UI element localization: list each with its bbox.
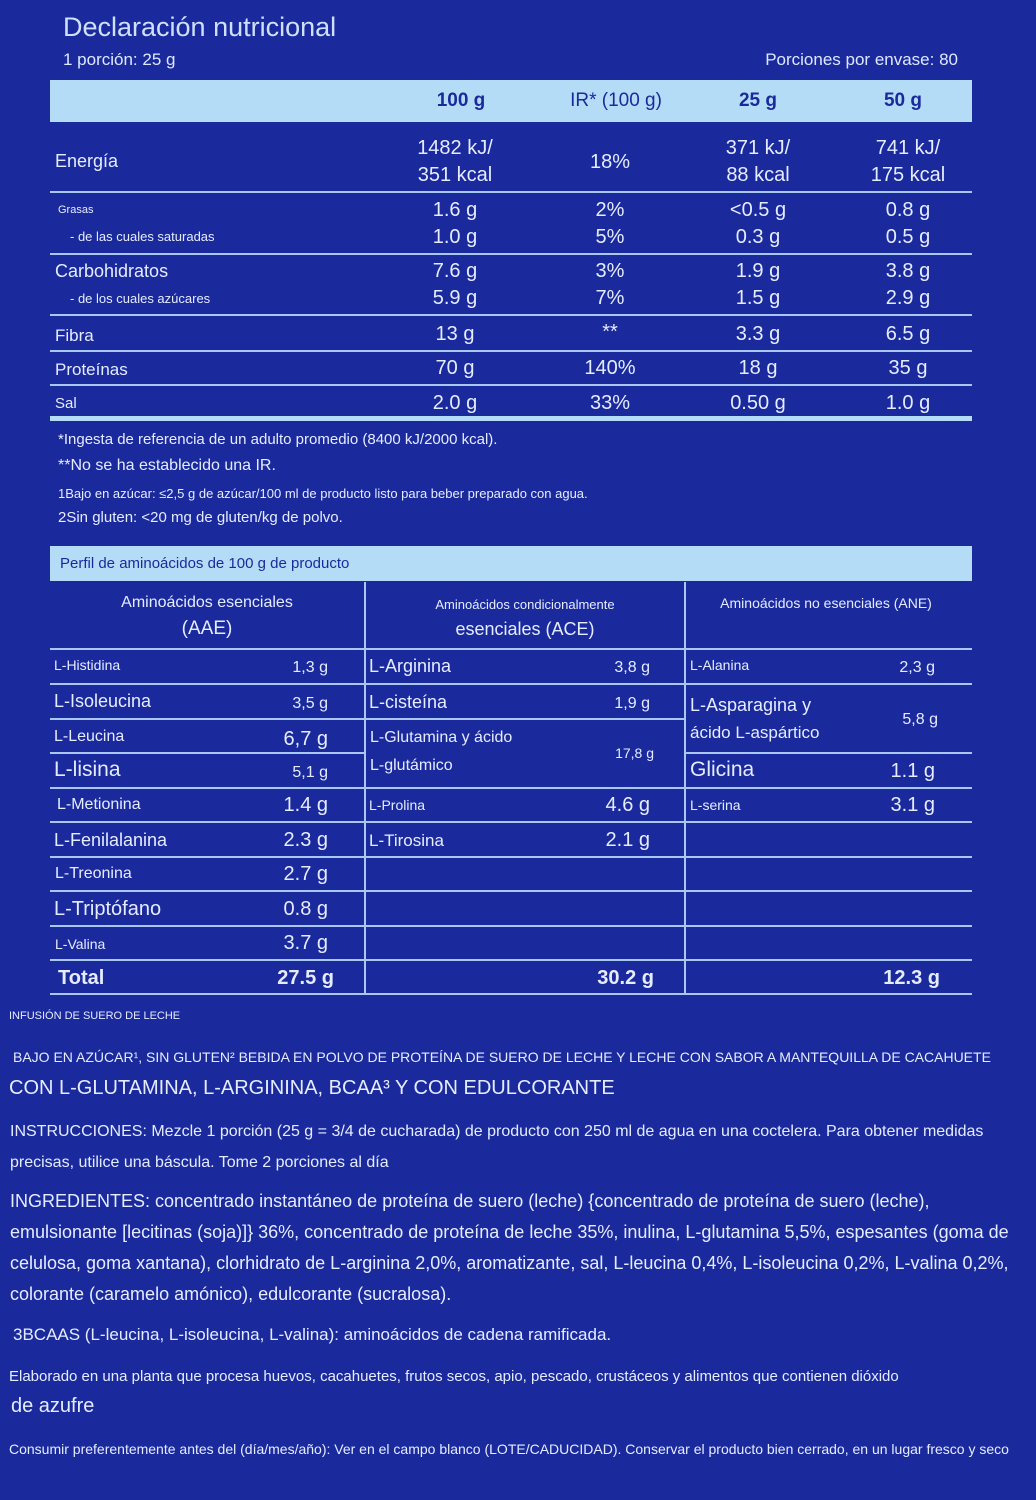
row-label-grasas: Grasas [58,204,94,216]
sal-25g: 0.50 g [730,392,786,414]
energia-ir: 18% [589,151,631,173]
aae-value: 2.7 g [283,863,328,885]
ane-value: 2,3 g [899,659,935,676]
energia-50g-kj: 741 kJ/ [875,137,941,159]
footnote-low-sugar: 1Bajo en azúcar: ≤2,5 g de azúcar/100 ml de producto listo para beber preparado con agua. [58,486,588,501]
fibra-100g: 13 g [435,323,475,345]
ace-name: L-Arginina [369,656,452,676]
allergen-note: Elaborado en una planta que procesa huevos, cacahuetes, frutos secos, apio, pescado, crustáceos y alimentos que contienen dióxido [9,1368,899,1385]
col-header-50g: 50 g [883,90,923,111]
amino-title: Perfil de aminoácidos de 100 g de producto [60,555,350,572]
ane-value: 5,8 g [902,711,938,728]
azucares-ir: 7% [595,287,625,309]
row-divider [50,856,972,858]
ace-value: 4.6 g [605,794,650,816]
instructions: INSTRUCCIONES: Mezcle 1 porción (25 g = 3/4 de cucharada) de producto con 250 ml de agua en una coctelera. Para obtener medidas precisas, utilice una báscula. Tome 2 porciones al día [10,1123,984,1171]
col-aae-line1: Aminoácidos esenciales [121,594,293,611]
row-label-fibra: Fibra [55,326,94,345]
amino-header-bar [50,546,972,581]
fibra-25g: 3.3 g [735,323,781,345]
col-ace-line1: Aminoácidos condicionalmente [435,597,615,612]
ane-name: L-Alanina [690,657,750,673]
product-description: BAJO EN AZÚCAR¹, SIN GLUTEN² BEBIDA EN POLVO DE PROTEÍNA DE SUERO DE LECHE Y LECHE CON SABOR A MANTEQUILLA DE CACAHUETE [13,1049,991,1065]
col-ace-line2: esenciales (ACE) [455,619,595,639]
row-divider [50,890,972,892]
energia-25g-kcal: 88 kcal [726,164,790,186]
aae-value: 2.3 g [283,829,328,851]
azucares-50g: 2.9 g [885,287,931,309]
aae-value: 5,1 g [292,764,328,781]
row-label-sal: Sal [55,395,77,412]
row-divider [50,253,972,255]
row-divider [50,191,972,193]
aae-name: L-Fenilalanina [54,830,168,850]
ace-name-cont: L-glutámico [370,757,453,774]
row-divider [50,752,364,754]
carbohidratos-100g: 7.6 g [432,260,478,282]
footnote-ir: *Ingesta de referencia de un adulto promedio (8400 kJ/2000 kcal). [58,431,498,448]
ace-value: 1,9 g [614,695,650,712]
row-label-proteinas: Proteínas [55,360,128,379]
energia-25g-kj: 371 kJ/ [725,137,791,159]
footnote-no-ir: **No se ha establecido una IR. [58,457,276,474]
saturadas-ir: 5% [595,226,625,248]
row-divider [50,821,972,823]
row-divider [50,787,972,789]
sal-50g: 1.0 g [885,392,931,414]
proteinas-25g: 18 g [738,357,778,379]
energia-50g-kcal: 175 kcal [870,164,946,186]
grasas-25g: <0.5 g [729,199,787,221]
fibra-50g: 6.5 g [885,323,931,345]
ane-value: 3.1 g [890,794,935,816]
proteinas-50g: 35 g [888,357,928,379]
proteinas-ir: 140% [584,357,636,379]
ace-name: L-Tirosina [369,831,444,850]
row-divider [50,350,972,352]
row-divider [50,683,364,685]
footnote-gluten-free: 2Sin gluten: <20 mg de gluten/kg de polvo. [58,509,343,526]
grasas-100g: 1.6 g [432,199,478,221]
ane-value: 1.1 g [890,760,935,782]
row-label-saturadas: - de las cuales saturadas [70,229,215,244]
col-aae-line2: (AAE) [181,618,233,639]
carbohidratos-50g: 3.8 g [885,260,931,282]
aae-name: L-Triptófano [54,898,162,920]
sal-100g: 2.0 g [432,392,478,414]
proteinas-100g: 70 g [435,357,475,379]
col-ane-header: Aminoácidos no esenciales (ANE) [720,595,932,611]
aae-value: 1,3 g [292,659,328,676]
energia-100g-kcal: 351 kcal [417,164,493,186]
col-header-25g: 25 g [738,90,778,111]
table-bottom-rule [50,993,972,995]
carbohidratos-ir: 3% [595,260,625,282]
ane-name: L-serina [690,797,741,813]
row-divider [366,683,972,685]
product-type: INFUSIÓN DE SUERO DE LECHE [9,1010,181,1022]
bcaa-note: 3BCAAS (L-leucina, L-isoleucina, L-valina): aminoácidos de cadena ramificada. [13,1325,612,1344]
total-label: Total [58,967,105,989]
ingredients: INGREDIENTES: concentrado instantáneo de proteína de suero (leche) {concentrado de proteína de suero (leche), emulsionante [lecitinas (soja)]} 36%, concentrado de proteína de leche 35%, inulina, L-glutamina 5,5%, espesantes (goma de celulosa, goma xantana), clorhidrato de L-arginina 2,0%, aromatizante, sal, L-leucina 0,4%, L-isoleucina 0,2%, L-valina 0,2%, colorante (caramelo amónico), edulcorante (sucralosa). [10,1191,1009,1304]
col-header-ir: IR* (100 g) [570,90,662,111]
row-divider [50,959,972,961]
aae-name: L-Metionina [57,796,141,813]
azucares-25g: 1.5 g [735,287,781,309]
ane-name-cont: ácido L-aspártico [690,723,820,742]
col-header-100g: 100 g [436,90,486,111]
fibra-ir: ** [602,321,618,343]
saturadas-100g: 1.0 g [432,226,478,248]
row-divider [50,314,972,316]
row-label-carbohidratos: Carbohidratos [55,261,169,281]
ace-name: L-Prolina [369,797,426,813]
allergen-note-cont: de azufre [11,1395,95,1417]
total-ane: 12.3 g [883,967,940,989]
aae-value: 1.4 g [283,794,328,816]
best-before-note: Consumir preferentemente antes del (día/mes/año): Ver en el campo blanco (LOTE/CADUCIDAD). Conservar el producto bien cerrado, en un lugar fresco y seco [9,1441,1009,1457]
table-bottom-rule [50,416,972,421]
aae-name: L-Valina [55,936,106,952]
ace-name: L-Glutamina y ácido [370,729,513,746]
row-label-energia: Energía [55,151,119,171]
servings-per-pack: Porciones por envase: 80 [765,50,958,69]
aae-name: L-lisina [54,758,121,781]
carbohidratos-25g: 1.9 g [735,260,781,282]
row-divider [50,648,972,650]
total-ace: 30.2 g [597,967,654,989]
sal-ir: 33% [589,392,631,414]
row-divider [50,384,972,386]
aae-name: L-Isoleucina [54,691,152,711]
aae-value: 6,7 g [283,728,328,750]
energia-100g-kj: 1482 kJ/ [417,137,493,159]
grasas-ir: 2% [595,199,625,221]
aae-value: 3.7 g [283,932,328,954]
total-aae: 27.5 g [277,967,334,989]
ane-name: Glicina [690,758,755,781]
ace-name: L-cisteína [369,692,448,712]
row-divider [686,752,972,754]
aae-value: 3,5 g [292,695,328,712]
ane-name: L-Asparagina y [690,695,812,715]
azucares-100g: 5.9 g [432,287,478,309]
aae-name: L-Treonina [55,865,132,882]
ace-value: 2.1 g [605,829,650,851]
page-title: Declaración nutricional [63,12,337,42]
grasas-50g: 0.8 g [885,199,931,221]
ace-value: 3,8 g [614,659,650,676]
row-divider [50,925,972,927]
product-claims: CON L-GLUTAMINA, L-ARGININA, BCAA³ Y CON EDULCORANTE [9,1077,615,1099]
saturadas-25g: 0.3 g [735,226,781,248]
row-divider [50,718,684,720]
portion-size: 1 porción: 25 g [63,50,176,69]
ace-value: 17,8 g [615,745,654,761]
saturadas-50g: 0.5 g [885,226,931,248]
aae-name: L-Histidina [54,657,121,673]
aae-value: 0.8 g [283,898,328,920]
aae-name: L-Leucina [54,728,125,745]
row-label-azucares: - de los cuales azúcares [70,291,211,306]
